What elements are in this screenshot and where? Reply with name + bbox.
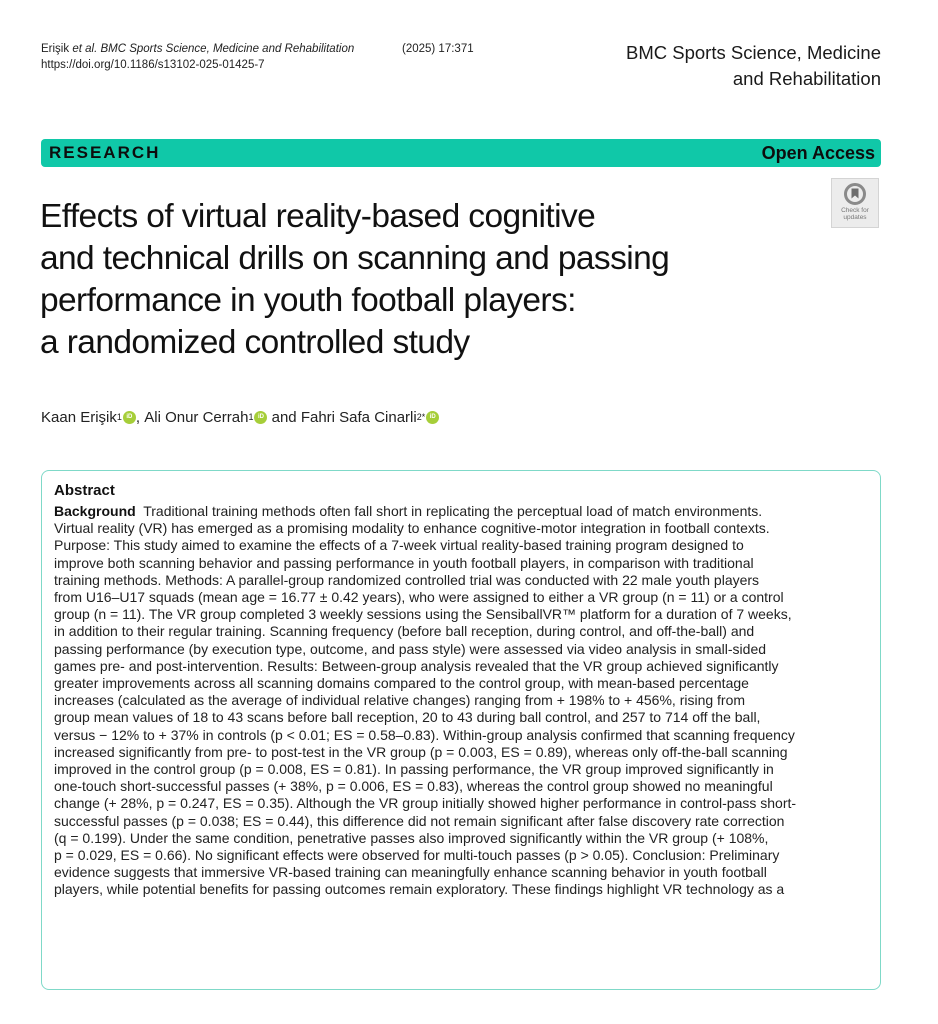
abstract-line	[54, 503, 868, 520]
article-type-label: RESEARCH	[49, 143, 161, 162]
abstract-section	[41, 470, 881, 990]
author-separator: ,	[135, 409, 145, 426]
journal-name-line-1: BMC Sports Science, Medicine	[626, 42, 881, 63]
abstract-line: training methods. Methods: A parallel-group randomized controlled trial was conducted with 22 male youth players	[54, 571, 760, 588]
abstract-line: change (+ 28%, p = 0.247, ES = 0.35). Although the VR group initially showed higher performance in control-pass short-	[54, 795, 797, 812]
orcid-icon[interactable]: iD	[426, 411, 439, 424]
open-access-label: Open Access	[761, 142, 875, 163]
abstract-line: improved in the control group (p = 0.008, ES = 0.81). In passing performance, the VR group improved significantly in	[54, 761, 774, 778]
orcid-icon[interactable]: iD	[254, 411, 267, 424]
abstract-line: greater improvements across all scanning domains compared to the control group, with mean-based percentage	[54, 675, 749, 692]
abstract-line: group (n = 11). The VR group completed 3 weekly sessions using the SensiballVR™ platform for a duration of 7 weeks,	[54, 606, 792, 623]
abstract-heading: Abstract	[54, 482, 115, 499]
abstract-line-text: Traditional training methods often fall short in replicating the perceptual load of match environments.	[135, 503, 763, 519]
abstract-line: successful passes (p = 0.038; ES = 0.44), this difference did not remain significant after false discovery rate correction	[54, 812, 785, 829]
orcid-icon[interactable]: iD	[123, 411, 136, 424]
crossmark-icon	[844, 183, 866, 205]
title-line: and technical drills on scanning and passing	[40, 240, 670, 277]
abstract-line: p = 0.029, ES = 0.66). No significant effects were observed for multi-touch passes (p > 0.05). Conclusion: Preliminary	[54, 847, 780, 864]
journal-name-line-2: and Rehabilitation	[732, 68, 881, 89]
citation-author: Erişik	[41, 43, 70, 55]
abstract-line: evidence suggests that immersive VR-based training can meaningfully enhance scanning behavior in youth football	[54, 864, 767, 881]
abstract-line: increased significantly from pre- to post-test in the VR group (p = 0.003, ES = 0.89), whereas only off-the-ball scanning	[54, 743, 788, 760]
abstract-line: increases (calculated as the average of individual relative changes) ranging from + 198% to + 456%, rising from	[54, 692, 746, 709]
author-list	[41, 409, 439, 426]
abstract-line: (q = 0.199). Under the same condition, penetrative passes also improved significantly within the VR group (+ 108%,	[54, 829, 769, 846]
author-affiliation: 1	[116, 411, 122, 422]
crossmark-label-line-2: updates	[843, 214, 867, 221]
author-separator: and	[267, 409, 301, 426]
crossmark-label	[841, 207, 869, 221]
abstract-line: versus − 12% to + 37% in controls (p < 0.01; ES = 0.58–0.83). Within-group analysis confirmed that scanning frequency	[54, 726, 795, 743]
title-line: a randomized controlled study	[40, 324, 470, 361]
title-line: performance in youth football players:	[40, 282, 576, 319]
abstract-line: games pre- and post-intervention. Results: Between-group analysis revealed that the VR group achieved significantly	[54, 657, 779, 674]
title-line: Effects of virtual reality-based cognitive	[40, 198, 596, 235]
check-for-updates-button[interactable]	[831, 178, 879, 228]
abstract-line: Virtual reality (VR) has emerged as a promising modality to enhance cognitive-motor integration in football contexts.	[54, 520, 770, 537]
abstract-line: group mean values of 18 to 43 scans before ball reception, 20 to 43 during ball control, and 257 to 714 off the ball,	[54, 709, 761, 726]
abstract-lead: Background	[54, 503, 136, 519]
author-affiliation: 1	[248, 411, 254, 422]
article-title	[40, 196, 800, 364]
abstract-line: in addition to their regular training. Scanning frequency (before ball reception, during control, and off-the-ball) and	[54, 623, 755, 640]
citation-header	[41, 41, 474, 73]
citation-journal: BMC Sports Science, Medicine and Rehabilitation	[100, 43, 355, 55]
abstract-line: players, while potential benefits for passing outcomes remain exploratory. These findings highlight VR technology as a	[54, 881, 785, 898]
abstract-line: from U16–U17 squads (mean age = 16.77 ± 0.42 years), who were assigned to either a VR group (n = 11) or a control	[54, 589, 784, 606]
crossmark-label-line-1: Check for	[841, 207, 869, 214]
author-affiliation: 2*	[416, 411, 426, 422]
abstract-line: passing performance (by execution type, outcome, and pass style) were assessed via video analysis in small-sided	[54, 640, 767, 657]
abstract-line: improve both scanning behavior and passing performance in youth football players, in comparison with traditional	[54, 554, 754, 571]
journal-name	[626, 40, 881, 92]
citation-etal: et al.	[72, 43, 98, 55]
citation-volume: (2025) 17:371	[402, 43, 474, 55]
abstract-line: one-touch short-successful passes (+ 38%, p = 0.006, ES = 0.83), whereas the control group showed no meaningful	[54, 778, 773, 795]
doi-link[interactable]: https://doi.org/10.1186/s13102-025-01425-7	[41, 59, 265, 71]
author-name[interactable]: Fahri Safa Cinarli	[300, 409, 417, 426]
author-name[interactable]: Ali Onur Cerrah	[144, 409, 249, 426]
citation-line	[41, 41, 354, 57]
author-name[interactable]: Kaan Erişik	[41, 409, 117, 426]
abstract-line: Purpose: This study aimed to examine the effects of a 7-week virtual reality-based training program designed to	[54, 537, 744, 554]
article-type-banner	[41, 139, 881, 167]
abstract-body	[54, 503, 868, 899]
